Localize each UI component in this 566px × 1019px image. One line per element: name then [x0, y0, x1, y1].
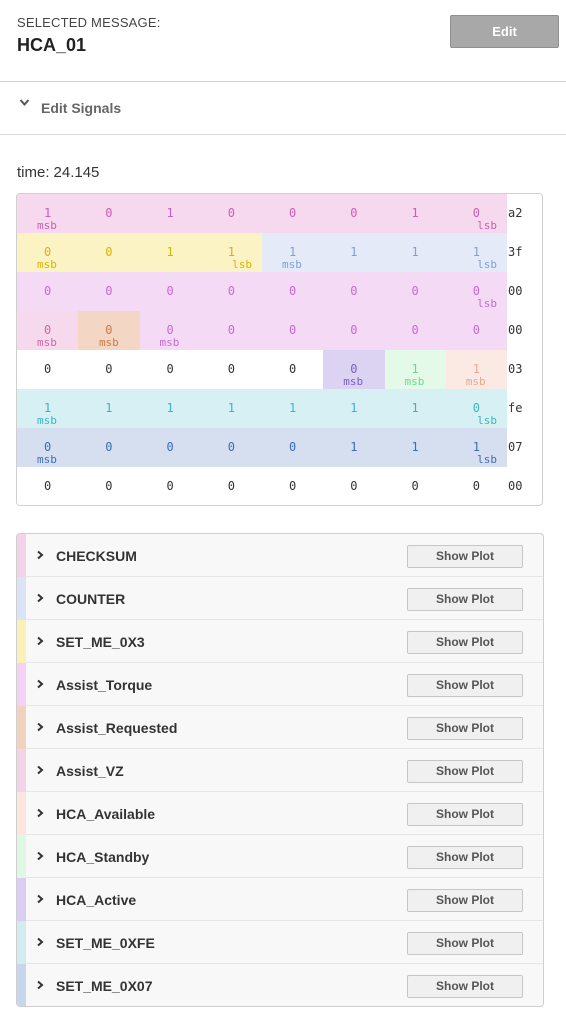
time-label: time: — [17, 164, 50, 181]
bit-value: 0 — [44, 323, 52, 337]
bit-cell[interactable] — [262, 350, 323, 389]
bit-value: 1 — [411, 245, 419, 259]
bit-cell[interactable] — [140, 428, 201, 467]
show-plot-button[interactable]: Show Plot — [407, 932, 523, 955]
bit-significance-label: lsb — [477, 219, 497, 232]
bit-cell[interactable] — [140, 272, 201, 311]
bit-value: 0 — [105, 440, 113, 454]
bit-value: 0 — [411, 323, 419, 337]
edit-signals-label: Edit Signals — [41, 100, 122, 116]
bit-significance-label: lsb — [477, 414, 497, 427]
byte-row — [17, 350, 542, 389]
bit-value: 1 — [411, 206, 419, 220]
bit-value: 0 — [166, 323, 174, 337]
bit-value: 0 — [227, 206, 235, 220]
chevron-right-icon — [36, 937, 44, 947]
signal-name: CHECKSUM — [56, 548, 137, 564]
bit-value: 0 — [472, 206, 480, 220]
bit-significance-label: msb — [98, 336, 119, 349]
bit-cell[interactable] — [78, 467, 139, 506]
bit-cell[interactable] — [262, 233, 323, 272]
bit-significance-label: lsb — [477, 453, 497, 466]
byte-row — [17, 467, 542, 506]
bit-value: 1 — [227, 245, 235, 259]
chevron-right-icon — [36, 550, 44, 560]
signal-list — [16, 533, 544, 1007]
bit-cell[interactable] — [262, 428, 323, 467]
byte-hex-value: 00 — [508, 284, 523, 298]
bit-cell[interactable] — [446, 467, 507, 506]
bit-cell[interactable] — [323, 233, 384, 272]
edit-signals-toggle[interactable] — [0, 82, 566, 135]
byte-bit-grid — [16, 193, 543, 506]
bit-significance-label: msb — [37, 414, 57, 427]
chevron-right-icon — [36, 593, 44, 603]
bit-cell[interactable] — [201, 350, 262, 389]
bit-value: 1 — [44, 401, 52, 415]
bit-value: 0 — [350, 206, 358, 220]
bit-value: 0 — [289, 440, 297, 454]
bit-significance-label: msb — [282, 258, 302, 271]
bit-value: 0 — [166, 479, 174, 493]
chevron-right-icon — [36, 679, 44, 689]
chevron-right-icon — [36, 851, 44, 861]
show-plot-button[interactable]: Show Plot — [407, 846, 523, 869]
bit-value: 0 — [105, 362, 113, 376]
bit-cell[interactable] — [385, 194, 446, 233]
show-plot-button[interactable]: Show Plot — [407, 545, 523, 568]
bit-significance-label: lsb — [477, 258, 497, 271]
bit-value: 0 — [350, 323, 358, 337]
bit-value: 0 — [105, 206, 113, 220]
signal-item[interactable] — [17, 620, 543, 663]
show-plot-button[interactable]: Show Plot — [407, 674, 523, 697]
bit-value: 1 — [472, 440, 480, 454]
bit-cell[interactable] — [323, 194, 384, 233]
bit-cell[interactable] — [140, 389, 201, 428]
bit-value: 1 — [227, 401, 235, 415]
bit-significance-label: lsb — [477, 297, 497, 310]
bit-value: 0 — [105, 245, 113, 259]
bit-value: 1 — [166, 206, 174, 220]
byte-hex-value: 00 — [508, 479, 523, 493]
bit-cell[interactable] — [446, 272, 507, 311]
bit-value: 1 — [166, 245, 174, 259]
signal-item[interactable] — [17, 964, 543, 1007]
signal-name: Assist_VZ — [56, 763, 124, 779]
bit-significance-label: msb — [37, 336, 57, 349]
bit-significance-label: msb — [404, 375, 425, 388]
bit-cell[interactable] — [323, 428, 384, 467]
bit-cell[interactable] — [446, 350, 507, 389]
bit-value: 0 — [105, 479, 113, 493]
bit-cell[interactable] — [446, 428, 507, 467]
bit-value: 0 — [105, 284, 113, 298]
bit-value: 0 — [44, 245, 52, 259]
signal-item[interactable] — [17, 577, 543, 620]
bit-cell[interactable] — [385, 311, 446, 350]
bit-significance-label: msb — [37, 258, 57, 271]
bit-cell[interactable] — [140, 194, 201, 233]
bit-value: 1 — [166, 401, 174, 415]
chevron-right-icon — [36, 894, 44, 904]
signal-item[interactable] — [17, 749, 543, 792]
signal-name: COUNTER — [56, 591, 126, 607]
signal-item[interactable] — [17, 792, 543, 835]
bit-value: 0 — [350, 362, 358, 376]
bit-cell[interactable] — [17, 194, 78, 233]
byte-row — [17, 272, 542, 311]
signal-name: HCA_Available — [56, 806, 156, 822]
signal-color-swatch — [17, 534, 26, 577]
bit-cell[interactable] — [323, 350, 384, 389]
bit-cell[interactable] — [78, 272, 139, 311]
bit-cell[interactable] — [17, 467, 78, 506]
bit-value: 0 — [227, 479, 235, 493]
bit-cell[interactable] — [201, 467, 262, 506]
bit-value: 1 — [105, 401, 113, 415]
edit-button[interactable]: Edit — [450, 15, 559, 48]
bit-significance-label: msb — [37, 453, 57, 466]
bit-value: 0 — [166, 284, 174, 298]
bit-cell[interactable] — [78, 194, 139, 233]
bit-cell[interactable] — [446, 311, 507, 350]
signal-item[interactable] — [17, 663, 543, 706]
signal-item[interactable] — [17, 706, 543, 749]
bit-cell[interactable] — [140, 350, 201, 389]
bit-value: 1 — [350, 245, 358, 259]
byte-hex-value: a2 — [508, 206, 523, 220]
bit-value: 0 — [472, 401, 480, 415]
bit-value: 1 — [44, 206, 52, 220]
chevron-right-icon — [36, 980, 44, 990]
bit-cell[interactable] — [78, 311, 139, 350]
bit-value: 0 — [227, 362, 235, 376]
bit-value: 1 — [350, 440, 358, 454]
bit-value: 0 — [105, 323, 113, 337]
bit-value: 0 — [44, 362, 52, 376]
signal-color-swatch — [17, 792, 26, 835]
bit-cell[interactable] — [385, 272, 446, 311]
bit-cell[interactable] — [262, 467, 323, 506]
bit-value: 1 — [472, 245, 480, 259]
signal-color-swatch — [17, 878, 26, 921]
bit-value: 1 — [289, 245, 297, 259]
chevron-right-icon — [36, 765, 44, 775]
signal-name: SET_ME_0X3 — [56, 634, 145, 650]
bit-cell[interactable] — [17, 428, 78, 467]
signal-item[interactable] — [17, 878, 543, 921]
bit-value: 0 — [227, 323, 235, 337]
bit-cell[interactable] — [201, 428, 262, 467]
bit-cell[interactable] — [201, 311, 262, 350]
bit-cell[interactable] — [446, 194, 507, 233]
signal-color-swatch — [17, 706, 26, 749]
bit-cell[interactable] — [446, 389, 507, 428]
bit-cell[interactable] — [17, 233, 78, 272]
bit-value: 0 — [411, 284, 419, 298]
signal-color-swatch — [17, 663, 26, 706]
bit-cell[interactable] — [17, 350, 78, 389]
bit-cell[interactable] — [323, 311, 384, 350]
show-plot-button[interactable]: Show Plot — [407, 803, 523, 826]
bit-cell[interactable] — [385, 233, 446, 272]
signal-color-swatch — [17, 577, 26, 620]
bit-cell[interactable] — [323, 389, 384, 428]
bit-cell[interactable] — [201, 272, 262, 311]
bit-cell[interactable] — [140, 233, 201, 272]
bit-cell[interactable] — [140, 311, 201, 350]
message-name: HCA_01 — [17, 35, 87, 55]
bit-cell[interactable] — [323, 467, 384, 506]
chevron-right-icon — [36, 722, 44, 732]
bit-value: 0 — [472, 284, 480, 298]
bit-cell[interactable] — [78, 428, 139, 467]
bit-cell[interactable] — [385, 467, 446, 506]
bit-cell[interactable] — [78, 350, 139, 389]
show-plot-button[interactable]: Show Plot — [407, 760, 523, 783]
bit-significance-label: lsb — [232, 258, 252, 271]
byte-row — [17, 311, 542, 350]
bit-cell[interactable] — [262, 194, 323, 233]
bit-cell[interactable] — [17, 389, 78, 428]
byte-hex-value: 07 — [508, 440, 523, 454]
bit-value: 0 — [289, 479, 297, 493]
show-plot-button[interactable]: Show Plot — [407, 588, 523, 611]
bit-value: 0 — [472, 323, 480, 337]
signal-color-swatch — [17, 964, 26, 1007]
bit-cell[interactable] — [78, 389, 139, 428]
bit-value: 1 — [350, 401, 358, 415]
signal-name: SET_ME_0X07 — [56, 978, 153, 994]
bit-significance-label: msb — [465, 375, 486, 388]
signal-item[interactable] — [17, 921, 543, 964]
bit-value: 0 — [472, 479, 480, 493]
bit-cell[interactable] — [201, 233, 262, 272]
bit-cell[interactable] — [262, 389, 323, 428]
bit-value: 0 — [411, 479, 419, 493]
bit-cell[interactable] — [140, 467, 201, 506]
bit-value: 1 — [472, 362, 480, 376]
bit-value: 1 — [289, 401, 297, 415]
bit-value: 0 — [166, 362, 174, 376]
bit-value: 0 — [227, 440, 235, 454]
show-plot-button[interactable]: Show Plot — [407, 717, 523, 740]
bit-significance-label: msb — [343, 375, 364, 388]
signal-color-swatch — [17, 620, 26, 663]
signal-item[interactable] — [17, 534, 543, 577]
chevron-right-icon — [36, 636, 44, 646]
signal-color-swatch — [17, 921, 26, 964]
signal-color-swatch — [17, 749, 26, 792]
signal-name: HCA_Standby — [56, 849, 150, 865]
bit-cell[interactable] — [78, 233, 139, 272]
byte-row — [17, 233, 542, 272]
byte-row — [17, 194, 542, 233]
bit-value: 0 — [289, 362, 297, 376]
bit-cell[interactable] — [385, 350, 446, 389]
signal-name: Assist_Requested — [56, 720, 178, 736]
byte-hex-value: 3f — [508, 245, 523, 259]
bit-value: 1 — [411, 440, 419, 454]
signal-name: HCA_Active — [56, 892, 137, 908]
selected-message-label: SELECTED MESSAGE: — [17, 15, 161, 30]
bit-value: 0 — [44, 284, 52, 298]
byte-row — [17, 428, 542, 467]
bit-value: 1 — [411, 362, 419, 376]
byte-hex-value: 00 — [508, 323, 523, 337]
bit-cell[interactable] — [201, 389, 262, 428]
bit-value: 0 — [44, 479, 52, 493]
message-time — [17, 164, 99, 181]
bit-cell[interactable] — [201, 194, 262, 233]
bit-value: 0 — [350, 479, 358, 493]
byte-hex-value: fe — [508, 401, 523, 415]
bit-cell[interactable] — [17, 272, 78, 311]
chevron-down-icon — [19, 97, 30, 108]
bit-cell[interactable] — [323, 272, 384, 311]
byte-row — [17, 389, 542, 428]
bit-significance-label: msb — [37, 219, 57, 232]
signal-item[interactable] — [17, 835, 543, 878]
signal-name: Assist_Torque — [56, 677, 153, 693]
bit-cell[interactable] — [385, 389, 446, 428]
bit-value: 0 — [350, 284, 358, 298]
bit-cell[interactable] — [385, 428, 446, 467]
bit-value: 0 — [44, 440, 52, 454]
bit-value: 0 — [289, 284, 297, 298]
bit-value: 0 — [289, 323, 297, 337]
show-plot-button[interactable]: Show Plot — [407, 975, 523, 998]
bit-cell[interactable] — [262, 311, 323, 350]
byte-hex-value: 03 — [508, 362, 523, 376]
bit-cell[interactable] — [17, 311, 78, 350]
bit-value: 1 — [411, 401, 419, 415]
signal-color-swatch — [17, 835, 26, 878]
bit-cell[interactable] — [446, 233, 507, 272]
bit-significance-label: msb — [159, 336, 180, 349]
chevron-right-icon — [36, 808, 44, 818]
selected-message-header — [0, 0, 566, 82]
signal-name: SET_ME_0XFE — [56, 935, 155, 951]
show-plot-button[interactable]: Show Plot — [407, 631, 523, 654]
show-plot-button[interactable]: Show Plot — [407, 889, 523, 912]
time-value: 24.145 — [53, 164, 100, 181]
bit-cell[interactable] — [262, 272, 323, 311]
bit-value: 0 — [227, 284, 235, 298]
bit-value: 0 — [289, 206, 297, 220]
bit-value: 0 — [166, 440, 174, 454]
